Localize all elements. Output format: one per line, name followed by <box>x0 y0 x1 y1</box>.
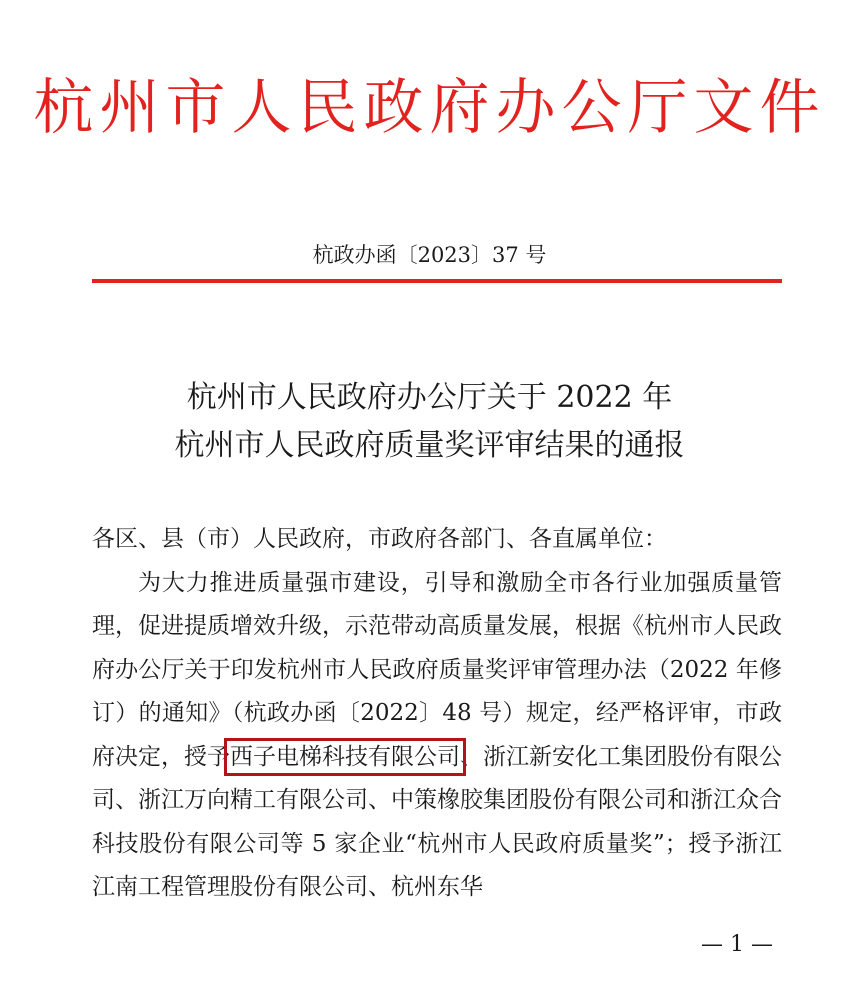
issuer-header: 杭州市人民政府办公厅文件 <box>33 73 826 143</box>
addressee: 各区、县（市）人民政府，市政府各部门、各直属单位： <box>92 526 667 552</box>
paragraph-text-after: 、浙江新安化工集团股份有限公司、浙江万向精工有限公司、中策橡胶集团股份有限公司和浙江众合科技股份有限公司等 5 家企业“杭州市人民政府质量奖”；授予浙江江南工程管理股份有限公司、杭州东华 <box>92 743 782 900</box>
page-number: — 1 — <box>701 932 773 957</box>
document-title <box>0 374 859 470</box>
body-paragraph <box>92 562 782 910</box>
title-line-2: 杭州市人民政府质量奖评审结果的通报 <box>174 428 685 463</box>
paragraph-text-before: 为大力推进质量强市建设，引导和激励全市各行业加强质量管理，促进提质增效升级，示范带动高质量发展，根据《杭州市人民政府办公厅关于印发杭州市人民政府质量奖评审管理办法（2022 年修订）的通知》（杭政办函〔2022〕48 号）规定，经严格评审，市政府决定，授予 <box>92 569 782 770</box>
highlighted-company: 西子电梯科技有限公司 <box>230 743 460 770</box>
document-number: 杭政办函〔2023〕37 号 <box>312 243 547 267</box>
red-divider <box>92 279 782 283</box>
document-body <box>92 518 782 910</box>
title-line-1: 杭州市人民政府办公厅关于 2022 年 <box>186 380 673 415</box>
